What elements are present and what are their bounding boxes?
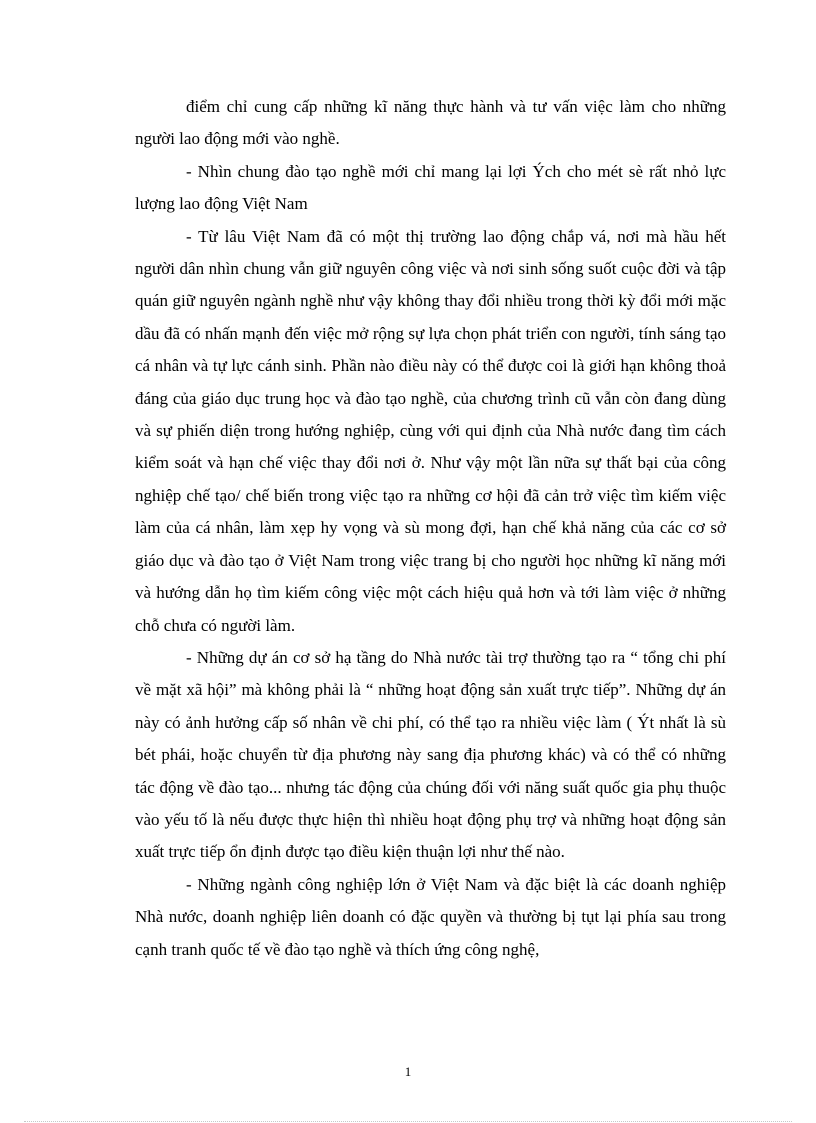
paragraph-labor-market: - Từ lâu Việt Nam đã có một thị trường lao động chắp vá, nơi mà hầu hết người dân nhìn chung vẫn giữ nguyên công việc và nơi sinh sống suốt cuộc đời và tập quán giữ nguyên ngành nghề như vậy không thay đổi nhiều trong thời kỳ đổi mới mặc dầu đã có nhấn mạnh đến việc mở rộng sự lựa chọn phát triển con người, tính sáng tạo cá nhân và tự lực cánh sinh. Phần nào điều này có thể được coi là giới hạn không thoả đáng của giáo dục trung học và đào tạo nghề, của chương trình cũ vẫn còn đang dùng và sự phiến diện trong hướng nghiệp, cùng với qui định của Nhà nước đang tìm cách kiểm soát và hạn chế việc thay đổi nơi ở. Như vậy một lần nữa sự thất bại của công nghiệp chế tạo/ chế biến trong việc tạo ra những cơ hội đã cản trở việc tìm kiếm việc làm của cá nhân, làm xẹp hy vọng và sù mong đợi, hạn chế khả năng của các cơ sở giáo dục và đào tạo ở Việt Nam trong việc trang bị cho người học những kĩ năng mới và hướng dẫn họ tìm kiếm công việc một cách hiệu quả hơn và tới làm việc ở những chỗ chưa có người làm. <box>135 226 726 635</box>
paragraph-training-benefit: - Nhìn chung đào tạo nghề mới chỉ mang lại lợi Ých cho mét sè rất nhỏ lực lượng lao động Việt Nam <box>135 161 726 214</box>
page-body <box>135 91 726 966</box>
paragraph-large-industries: - Những ngành công nghiệp lớn ở Việt Nam và đặc biệt là các doanh nghiệp Nhà nước, doanh nghiệp liên doanh có đặc quyền và thường bị tụt lại phía sau trong cạnh tranh quốc tế về đào tạo nghề và thích ứng công nghệ, <box>135 874 726 959</box>
page-bottom-divider <box>24 1121 792 1122</box>
page-number: 1 <box>404 1064 412 1079</box>
paragraph-continuation: điểm chỉ cung cấp những kĩ năng thực hành và tư vấn việc làm cho những người lao động mới vào nghề. <box>135 97 726 149</box>
paragraph-infrastructure-projects: - Những dự án cơ sở hạ tầng do Nhà nước tài trợ thường tạo ra “ tổng chi phí về mặt xã hội” mà không phải là “ những hoạt động sản xuất trực tiếp”. Những dự án này có ảnh hưởng cấp số nhân về chi phí, có thể tạo ra nhiều việc làm ( Ýt nhất là sù bét phái, hoặc chuyển từ địa phương này sang địa phương khác) và có thể có những tác động về đào tạo... nhưng tác động của chúng đối với năng suất quốc gia phụ thuộc vào yếu tố là nếu được thực hiện thì nhiều hoạt động phụ trợ và những hoạt động sản xuất trực tiếp ổn định được tạo điều kiện thuận lợi như thế nào. <box>135 647 726 862</box>
